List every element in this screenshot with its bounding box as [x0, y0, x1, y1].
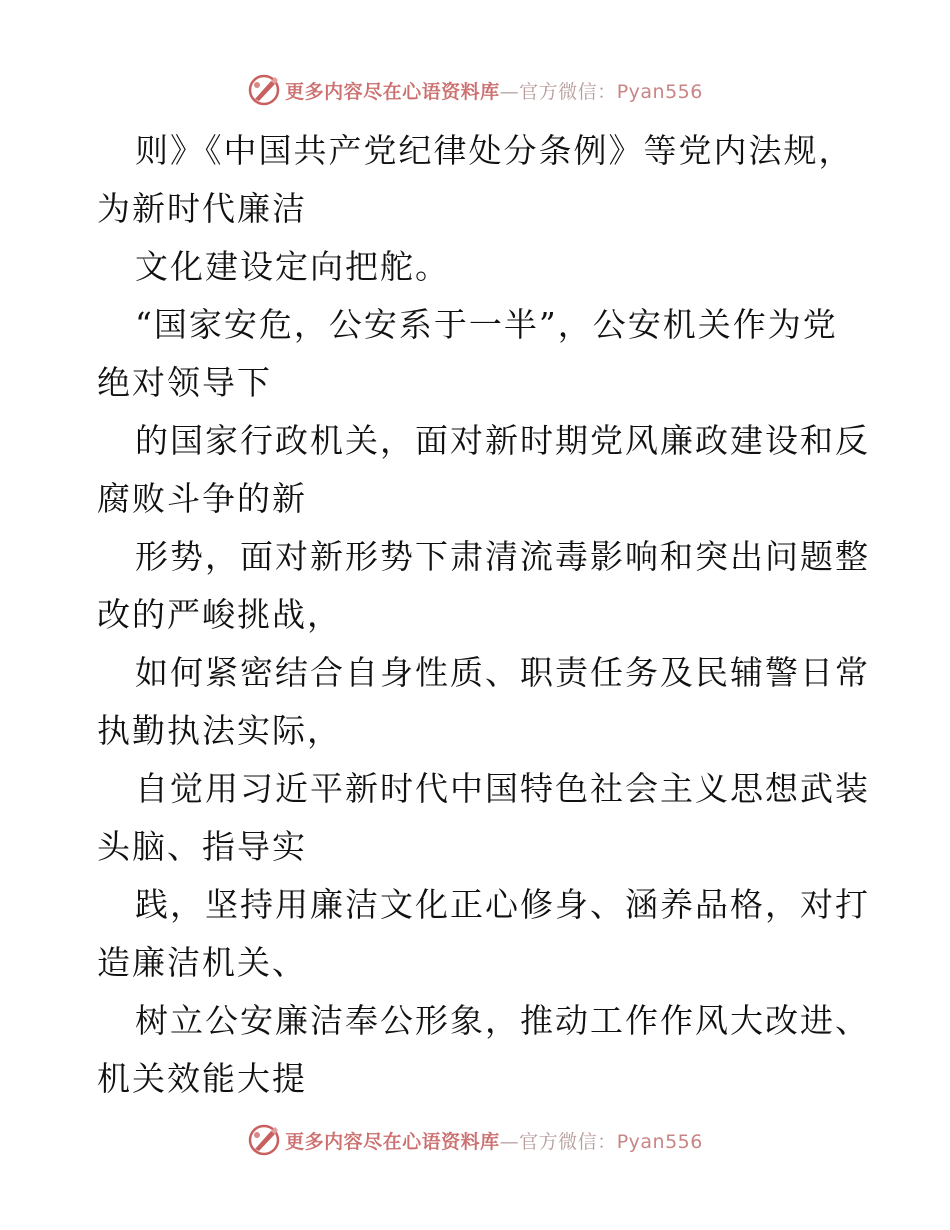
- text-line: 自觉用习近平新时代中国特色社会主义思想武装: [135, 769, 870, 808]
- text-line: 腐败斗争的新: [97, 479, 307, 518]
- text-line: 则》《中国共产党纪律处分条例》等党内法规，: [135, 131, 854, 170]
- text-line: 绝对领导下: [97, 363, 272, 402]
- text-line: 树立公安廉洁奉公形象，推动工作作风大改进、: [135, 1001, 870, 1040]
- header-banner: [0, 70, 950, 110]
- banner-separator: —: [499, 1130, 520, 1153]
- text-line: 机关效能大提: [97, 1059, 307, 1098]
- banner-inner: [247, 1123, 703, 1157]
- banner-separator: —: [499, 80, 520, 103]
- text-line: 执勤执法实际，: [97, 711, 342, 750]
- text-line: 为新时代廉洁: [97, 189, 307, 228]
- text-line: 如何紧密结合自身性质、职责任务及民辅警日常: [135, 653, 870, 692]
- banner-wechat-label: 官方微信：: [519, 1130, 617, 1153]
- text-line: 形势，面对新形势下肃清流毒影响和突出问题整: [135, 537, 870, 576]
- banner-main-text: 更多内容尽在心语资料库: [285, 1130, 500, 1153]
- banner-wechat-id: Pyan556: [616, 1130, 703, 1153]
- banner-text: [285, 1127, 703, 1154]
- text-line: “国家安危，公安系于一半”，公安机关作为党: [135, 305, 838, 344]
- text-line: 文化建设定向把舵。: [135, 247, 450, 286]
- text-line: 践，坚持用廉洁文化正心修身、涵养品格，对打: [135, 885, 870, 924]
- text-line: 改的严峻挑战，: [97, 595, 342, 634]
- banner-wechat-label: 官方微信：: [519, 80, 617, 103]
- pen-logo-icon: [247, 73, 281, 107]
- text-line: 造廉洁机关、: [97, 943, 307, 982]
- banner-wechat-id: Pyan556: [616, 80, 703, 103]
- banner-text: [285, 77, 703, 104]
- banner-inner: [247, 73, 703, 107]
- document-body: [97, 122, 870, 1108]
- banner-main-text: 更多内容尽在心语资料库: [285, 80, 500, 103]
- footer-banner: [0, 1120, 950, 1160]
- pen-logo-icon: [247, 1123, 281, 1157]
- text-line: 头脑、指导实: [97, 827, 307, 866]
- text-line: 的国家行政机关，面对新时期党风廉政建设和反: [135, 421, 870, 460]
